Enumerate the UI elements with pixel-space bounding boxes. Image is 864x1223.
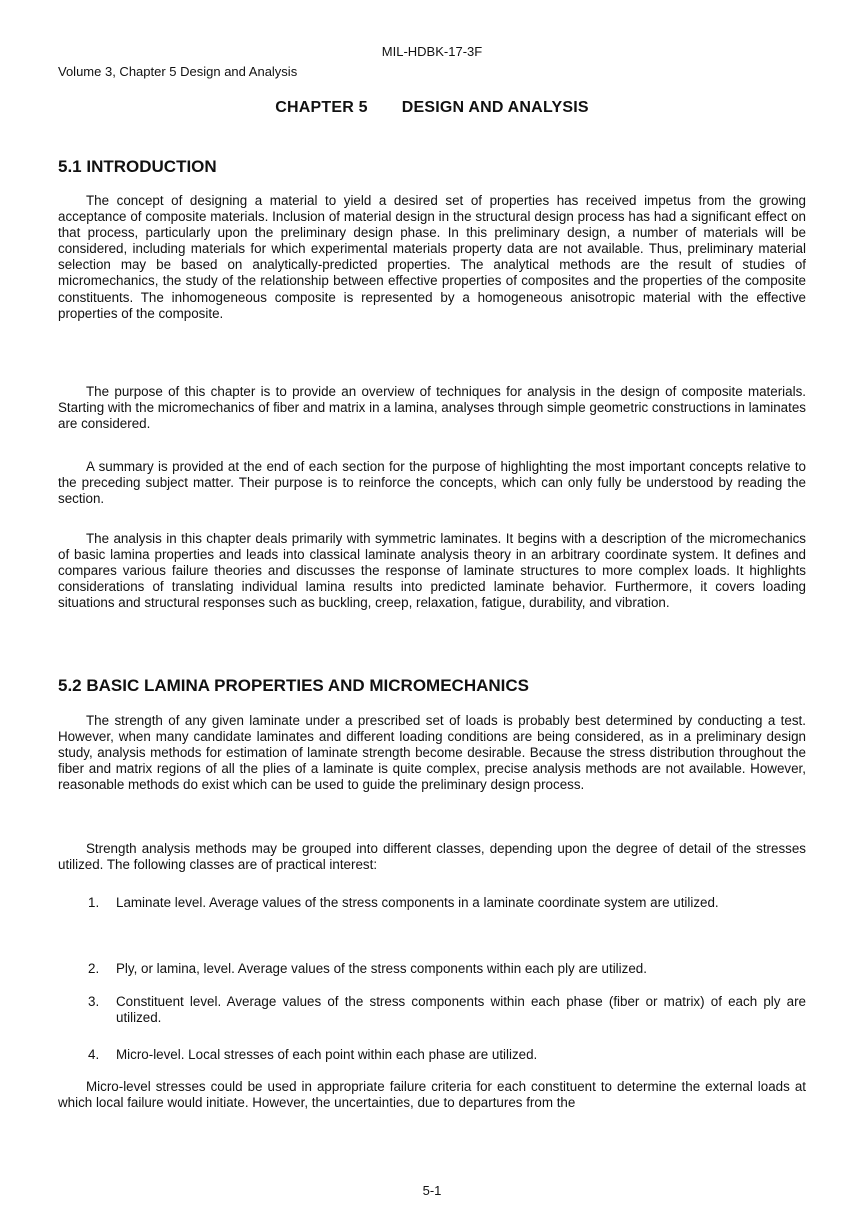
intro-paragraph-3-wrap (58, 459, 806, 507)
chapter-number: CHAPTER 5 (275, 99, 368, 116)
section-heading-5-2: 5.2 BASIC LAMINA PROPERTIES AND MICROMECHANICS (58, 676, 529, 695)
intro-paragraph-1-wrap (58, 193, 806, 322)
document-id: MIL-HDBK-17-3F (381, 44, 483, 59)
chapter-name: DESIGN AND ANALYSIS (401, 99, 589, 116)
intro-paragraph-2: The purpose of this chapter is to provide an overview of techniques for analysis in the design of composite materials. Starting with the micromechanics of fiber and matrix in a lamina, analyses through simple geometric constructions in laminates are considered. (58, 384, 806, 432)
list-item: 1. Laminate level. Average values of the stress components in a laminate coordinate system are utilized. (88, 895, 719, 910)
intro-paragraph-2-wrap (58, 384, 806, 432)
list-item: 2. Ply, or lamina, level. Average values of the stress components within each ply are utilized. (88, 961, 647, 976)
intro-paragraph-4: The analysis in this chapter deals primarily with symmetric laminates. It begins with a description of the micromechanics of basic lamina properties and leads into classical laminate analysis theory in an arbitrary coordinate system. It defines and compares various failure theories and discusses the response of laminate structures to more complex loads. It highlights considerations of translating individual lamina results into predicted laminate behavior. Furthermore, it covers loading situations and structural responses such as buckling, creep, relaxation, fatigue, durability, and vibration. (58, 531, 806, 611)
intro-paragraph-4-wrap (58, 531, 806, 611)
list-item-3-wrap (58, 994, 806, 1026)
section-heading-5-1-wrap (58, 157, 806, 177)
running-head: Volume 3, Chapter 5 Design and Analysis (58, 64, 298, 79)
lamina-closing-paragraph: Micro-level stresses could be used in appropriate failure criteria for each constituent to determine the external loads at which local failure would initiate. However, the uncertainties, due to departures from the (58, 1079, 806, 1111)
section-heading-5-1: 5.1 INTRODUCTION (58, 157, 217, 176)
lamina-closing-paragraph-wrap (58, 1079, 806, 1111)
section-heading-5-2-wrap (58, 676, 806, 696)
list-item: 4. Micro-level. Local stresses of each point within each phase are utilized. (88, 1047, 538, 1062)
lamina-paragraph-2: Strength analysis methods may be grouped into different classes, depending upon the degree of detail of the stresses utilized. The following classes are of practical interest: (58, 841, 806, 873)
intro-paragraph-1: The concept of designing a material to yield a desired set of properties has received impetus from the growing acceptance of composite materials. Inclusion of material design in the structural design process has had a significant effect on that process, particularly upon the preliminary design phase. In this preliminary design, a number of materials will be considered, including materials for which experimental materials property data are not available. Thus, preliminary material selection may be based on analytically-predicted properties. The analytical methods are the result of studies of micromechanics, the study of the relationship between effective properties of composites and the properties of the composite constituents. The inhomogeneous composite is represented by a homogeneous anisotropic material with the effective properties of the composite. (58, 193, 806, 321)
list-item-4-wrap (58, 1047, 806, 1063)
page-number: 5-1 (422, 1183, 442, 1198)
strength-classes-list (58, 895, 806, 911)
lamina-paragraph-1-wrap (58, 713, 806, 793)
lamina-paragraph-2-wrap (58, 841, 806, 873)
lamina-paragraph-1: The strength of any given laminate under a prescribed set of loads is probably best determined by conducting a test. However, when many candidate laminates and different loading conditions are being considered, as in a preliminary design study, analysis methods for estimation of laminate strength become desirable. Because the stress distribution throughout the fiber and matrix regions of all the plies of a laminate is quite complex, precise analysis methods are not available. However, reasonable methods do exist which can be used to guide the preliminary design process. (58, 713, 806, 793)
list-item: 3. Constituent level. Average values of the stress components within each phase (fiber or matrix) of each ply are utilized. (88, 994, 806, 1026)
strength-classes-list-wrap (58, 895, 806, 911)
list-item-2-wrap (58, 961, 806, 977)
chapter-title (0, 99, 864, 117)
intro-paragraph-3: A summary is provided at the end of each section for the purpose of highlighting the most important concepts relative to the preceding subject matter. Their purpose is to reinforce the concepts, which can only fully be understood by reading the section. (58, 459, 806, 507)
